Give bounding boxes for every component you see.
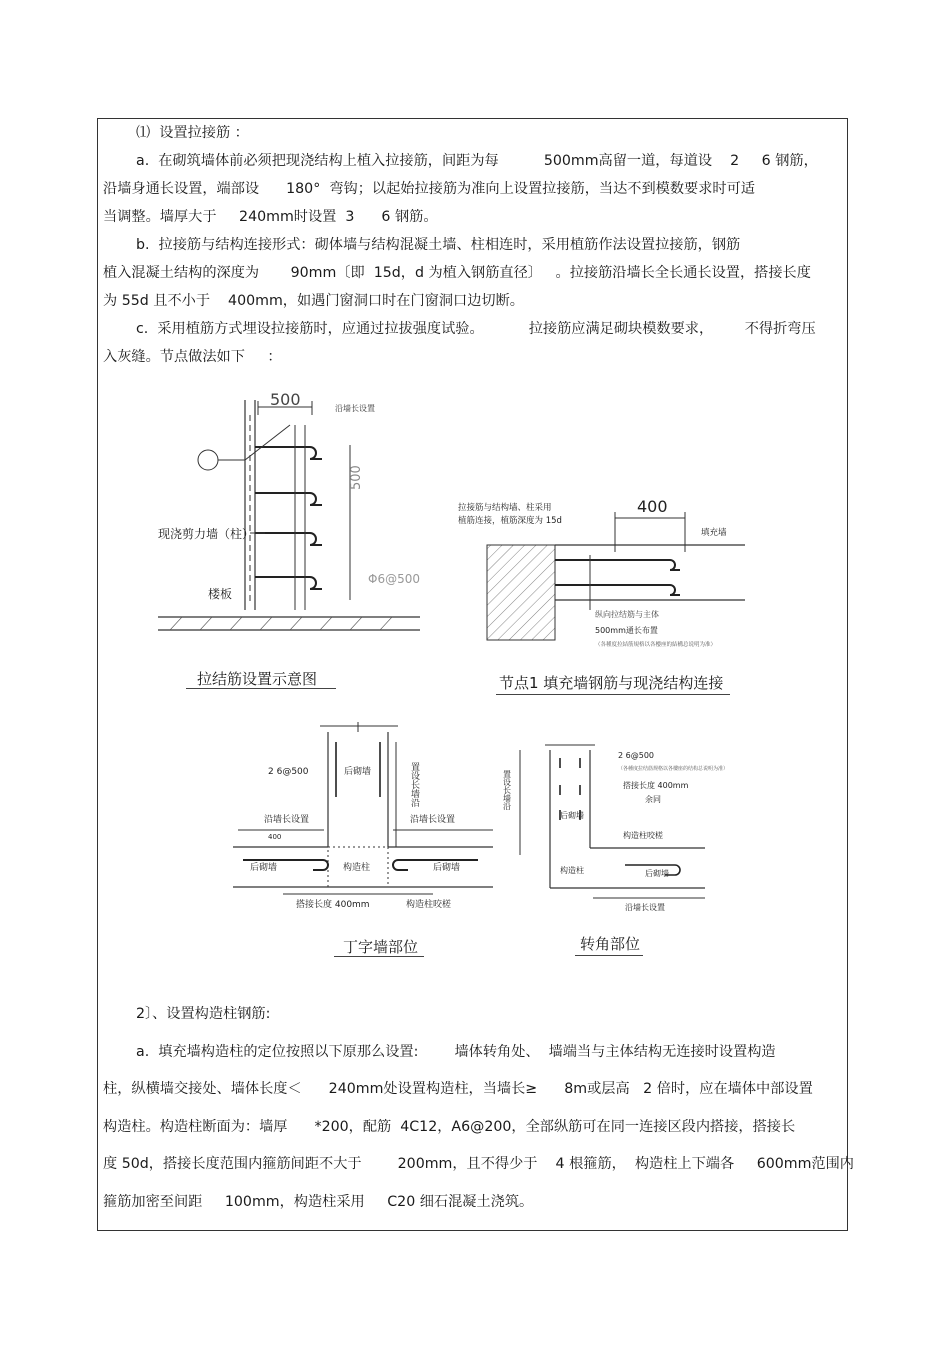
section1-line-6: 为 55d 且不小于 400mm，如遇门窗洞口时在门窗洞口边切断。 bbox=[103, 293, 524, 309]
fig1-dim-top: 500 bbox=[270, 390, 301, 409]
fig4-label-col: 构造柱 bbox=[560, 866, 584, 875]
fig2-caption: 节点1 填充墙钢筋与现浇结构连接 bbox=[499, 674, 724, 692]
svg-text:后砌墙: 后砌墙 bbox=[645, 869, 669, 878]
section1-heading: ⑴ 设置拉接筋 ： bbox=[136, 125, 249, 141]
section1-line-4: b. 拉接筋与结构连接形式：砌体墙与结构混凝土墙、柱相连时，采用植筋作法设置拉接筋，钢筋 bbox=[136, 237, 741, 253]
fig1-dim-side: 500 bbox=[349, 465, 364, 490]
fig3-dim-400: 400 bbox=[268, 833, 282, 841]
fig4-label-back-wall: 后砌墙 bbox=[560, 811, 584, 820]
section2-heading: 2〕、设置构造柱钢筋: bbox=[136, 1006, 271, 1022]
fig2-note-small: （各種度拉結筋規格以各樓座的結構总说明为准） bbox=[595, 642, 717, 648]
fig3-caption: 丁字墙部位 bbox=[343, 938, 419, 956]
fig4-label-along: 沿墙长设置 bbox=[625, 903, 665, 912]
fig1-label-wall: 现浇剪力墙（柱） bbox=[158, 527, 255, 541]
fig4-spec: 2 6@500 bbox=[618, 751, 654, 760]
fig4-caption-underline bbox=[575, 955, 643, 956]
fig2-label-fill: 填充墙 bbox=[701, 528, 727, 538]
fig3-caption-underline bbox=[334, 956, 424, 957]
section1-line-5: 植入混凝土结构的深度为 90mm〔即 15d，d 为植入钢筋直径〕 。拉接筋沿墙长全长通长设置，搭接长度 bbox=[103, 265, 811, 281]
section1-line-2: 沿墙身通长设置，端部设 180° 弯钩；以起始拉接筋为准向上设置拉接筋，当达不到模数要求时可适 bbox=[103, 181, 755, 197]
fig2-note-2: 植筋连接，植筋深度为 15d bbox=[458, 516, 562, 526]
section1-line-3: 当调整。墙厚大于 240mm时设置 3 6 钢筋。 bbox=[103, 209, 438, 225]
fig4-label-set: 置设长墙沿 bbox=[502, 770, 512, 810]
svg-text:后砌墙: 后砌墙 bbox=[433, 863, 461, 873]
fig1-caption-underline bbox=[186, 688, 336, 689]
section2-line-1: a. 填充墙构造柱的定位按照以下原那么设置: 墙体转角处、 墙端当与主体结构无连接时设置构造 bbox=[136, 1044, 776, 1060]
svg-text:后砌墙: 后砌墙 bbox=[250, 863, 278, 873]
figure-tie-bar-schematic bbox=[150, 385, 440, 645]
fig3-spec: 2 6@500 bbox=[268, 767, 309, 777]
figure-t-wall bbox=[228, 722, 498, 927]
section2-line-4: 度 50d，搭接长度范围内箍筋间距不大于 200mm，且不得少于 4 根箍筋， 构造柱上下端各 600mm范围内 bbox=[103, 1156, 854, 1172]
section2-line-5: 箍筋加密至间距 100mm，构造柱采用 C20 细石混凝土浇筑。 bbox=[103, 1194, 534, 1210]
section1-line-1: a. 在砌筑墙体前必须把现浇结构上植入拉接筋，间距为每 500mm高留一道，每道设 2 6 钢筋， bbox=[136, 153, 818, 169]
fig4-note-small: （各種度拉结筋规格以各樓座的结构总说明为准） bbox=[618, 766, 729, 772]
fig1-label-along: 沿墙长设置 bbox=[335, 404, 375, 413]
fig3-label-col: 构造柱 bbox=[343, 863, 371, 873]
fig3-label-along-left: 沿墙长设置 bbox=[264, 815, 310, 825]
fig4-label-key: 构造柱咬槎 bbox=[623, 831, 663, 840]
section2-line-2: 柱，纵横墙交接处、墙体长度＜ 240mm处设置构造柱，当墙长≥ 8m或层高 2 倍时，应在墙体中部设置 bbox=[103, 1081, 813, 1097]
fig2-caption-underline bbox=[496, 694, 730, 695]
section1-line-7: c. 采用植筋方式埋设拉接筋时，应通过拉拔强度试验。 拉接筋应满足砌块模数要求， 不得折弯压 bbox=[136, 321, 816, 337]
svg-text:纵向拉结筋与主体: 纵向拉结筋与主体 bbox=[595, 610, 659, 619]
fig3-label-key: 构造柱咬槎 bbox=[406, 900, 452, 910]
fig4-label-lap: 搭接长度 400mm bbox=[623, 781, 689, 790]
fig1-label-spec: Φ6@500 bbox=[368, 572, 420, 586]
fig2-note-1: 拉接筋与结构墙、柱采用 bbox=[458, 503, 552, 513]
fig3-label-along-right: 沿墙长设置 bbox=[410, 815, 456, 825]
fig1-caption: 拉结筋设置示意图 bbox=[197, 670, 318, 688]
fig4-caption: 转角部位 bbox=[580, 935, 641, 953]
fig1-label-slab: 楼板 bbox=[208, 587, 233, 601]
fig2-label-spacing: 500mm通长布置 bbox=[595, 626, 658, 635]
section1-line-8: 入灰缝。节点做法如下 ： bbox=[103, 349, 282, 365]
figure-corner bbox=[502, 740, 729, 920]
section2-line-3: 构造柱。构造柱断面为：墙厚 *200，配筋 4C12，A6@200，全部纵筋可在同一连接区段内搭接，搭接长 bbox=[103, 1119, 796, 1135]
fig3-label-lap: 搭接长度 400mm bbox=[296, 900, 370, 910]
fig4-label-rest: 余同 bbox=[645, 795, 661, 804]
figure-node-1 bbox=[455, 490, 785, 660]
fig3-label-set: 置设长墙沿 bbox=[409, 762, 419, 807]
fig2-dim: 400 bbox=[637, 497, 668, 516]
fig3-label-back-wall: 后砌墙 bbox=[344, 767, 372, 777]
